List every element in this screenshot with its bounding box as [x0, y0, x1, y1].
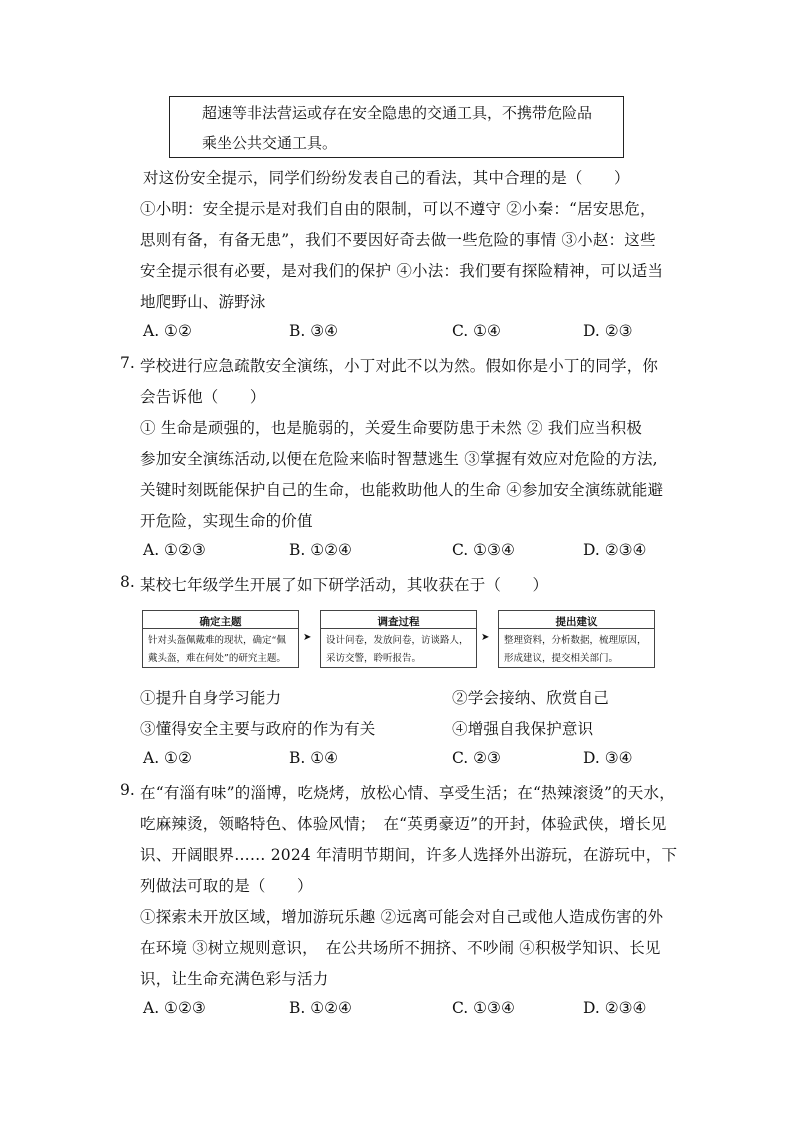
q8-option-d: D. ③④: [583, 749, 633, 767]
q6-body-line: 安全提示很有必要，是对我们的保护 ④小法：我们要有探险精神，可以适当: [140, 262, 664, 280]
q7-body-line: 开危险，实现生命的价值: [140, 512, 313, 530]
q8-option-a: A. ①②: [143, 749, 192, 767]
q9-stem-line: 吃麻辣烫，领略特色、体验风情； 在“英勇豪迈”的开封，体验武侠，增长见: [140, 815, 667, 833]
q7-option-d: D. ②③④: [583, 541, 647, 559]
flow-step-title: 提出建议: [555, 616, 598, 628]
flow-step-text: 针对头盔佩戴难的现状，确定“佩: [148, 635, 286, 646]
q8-item-2: ②学会接纳、欣赏自己: [452, 689, 610, 707]
flow-step-title: 调查过程: [377, 616, 420, 628]
safety-tip-box: [169, 96, 624, 158]
safety-tip-line-2: 乘坐公共交通工具。: [202, 134, 338, 152]
q9-body-line: 在环境 ③树立规则意识， 在公共场所不拥挤、不吵闹 ④积极学知识、长见: [140, 939, 661, 957]
q8-item-3: ③懂得安全主要与政府的作为有关: [140, 720, 376, 738]
q8-item-4: ④增强自我保护意识: [452, 720, 594, 738]
q9-option-c: C. ①③④: [452, 999, 515, 1017]
flow-step-suggestion: [498, 610, 655, 668]
flow-step-title: 确定主题: [199, 616, 242, 628]
q7-body-line: 参加安全演练活动,以便在危险来临时智慧逃生 ③掌握有效应对危险的方法,: [140, 450, 658, 468]
q9-number: 9.: [120, 781, 135, 799]
q9-option-b: B. ①②④: [289, 999, 352, 1017]
flow-divider: [499, 628, 654, 629]
q7-option-c: C. ①③④: [452, 541, 515, 559]
q6-option-a: A. ①②: [143, 322, 192, 340]
flow-step-topic: [142, 610, 299, 668]
q6-option-c: C. ①④: [452, 322, 501, 340]
q9-option-a: A. ①②③: [143, 999, 206, 1017]
arrow-right-icon: ➤: [481, 632, 490, 643]
q7-number: 7.: [120, 354, 135, 372]
q9-stem-line: 在“有淄有味”的淄博，吃烧烤，放松心情、享受生活；在“热辣滚烫”的天水，: [140, 784, 675, 802]
flow-step-text: 设计问卷，发放问卷，访谈路人，: [326, 635, 469, 646]
safety-tip-line-1: 超速等非法营运或存在安全隐患的交通工具，不携带危险品: [202, 104, 593, 122]
q9-stem-line: 列做法可取的是（ ）: [140, 877, 313, 895]
q8-option-c: C. ②③: [452, 749, 501, 767]
q7-option-a: A. ①②③: [143, 541, 206, 559]
q9-stem-line: 识、开阔眼界…… 2024 年清明节期间，许多人选择外出游玩，在游玩中，下: [140, 846, 678, 864]
q6-body-line: ①小明：安全提示是对我们自由的限制，可以不遵守 ②小秦：“居安思危，: [140, 200, 656, 218]
flow-step-text: 戴头盔，难在何处”的研究主题。: [148, 653, 286, 664]
flow-divider: [143, 628, 298, 629]
q8-stem: 某校七年级学生开展了如下研学活动，其收获在于（ ）: [140, 576, 549, 594]
q7-body-line: 关键时刻既能保护自己的生命，也能救助他人的生命 ④参加安全演练就能避: [140, 481, 664, 499]
q9-body-line: 识，让生命充满色彩与活力: [140, 970, 329, 988]
arrow-right-icon: ➤: [303, 632, 312, 643]
flow-step-text: 采访交警，聆听报告。: [326, 653, 422, 664]
q7-body-line: ① 生命是顽强的，也是脆弱的，关爱生命要防患于未然 ② 我们应当积极: [140, 419, 643, 437]
q8-option-b: B. ①④: [289, 749, 339, 767]
q7-option-b: B. ①②④: [289, 541, 352, 559]
q6-option-d: D. ②③: [583, 322, 633, 340]
q7-stem-line: 学校进行应急疏散安全演练，小丁对此不以为然。假如你是小丁的同学，你: [140, 357, 659, 375]
flow-divider: [321, 628, 476, 629]
q7-stem-line: 会告诉他（ ）: [140, 388, 266, 406]
q6-body-line: 思则有备，有备无患”，我们不要因好奇去做一些危险的事情 ③小赵：这些: [140, 231, 656, 249]
q6-option-b: B. ③④: [289, 322, 339, 340]
q6-body-line: 地爬野山、游野泳: [140, 293, 266, 311]
flow-step-text: 形成建议，提交相关部门。: [504, 653, 619, 664]
q6-stem: 对这份安全提示，同学们纷纷发表自己的看法，其中合理的是（ ）: [143, 169, 630, 187]
q9-body-line: ①探索未开放区域，增加游玩乐趣 ②远离可能会对自己或他人造成伤害的外: [140, 908, 664, 926]
q8-number: 8.: [120, 573, 135, 591]
flow-step-survey: [320, 610, 477, 668]
q9-option-d: D. ②③④: [583, 999, 647, 1017]
q8-item-1: ①提升自身学习能力: [140, 689, 282, 707]
flow-step-text: 整理资料，分析数据，梳理原因，: [504, 635, 647, 646]
